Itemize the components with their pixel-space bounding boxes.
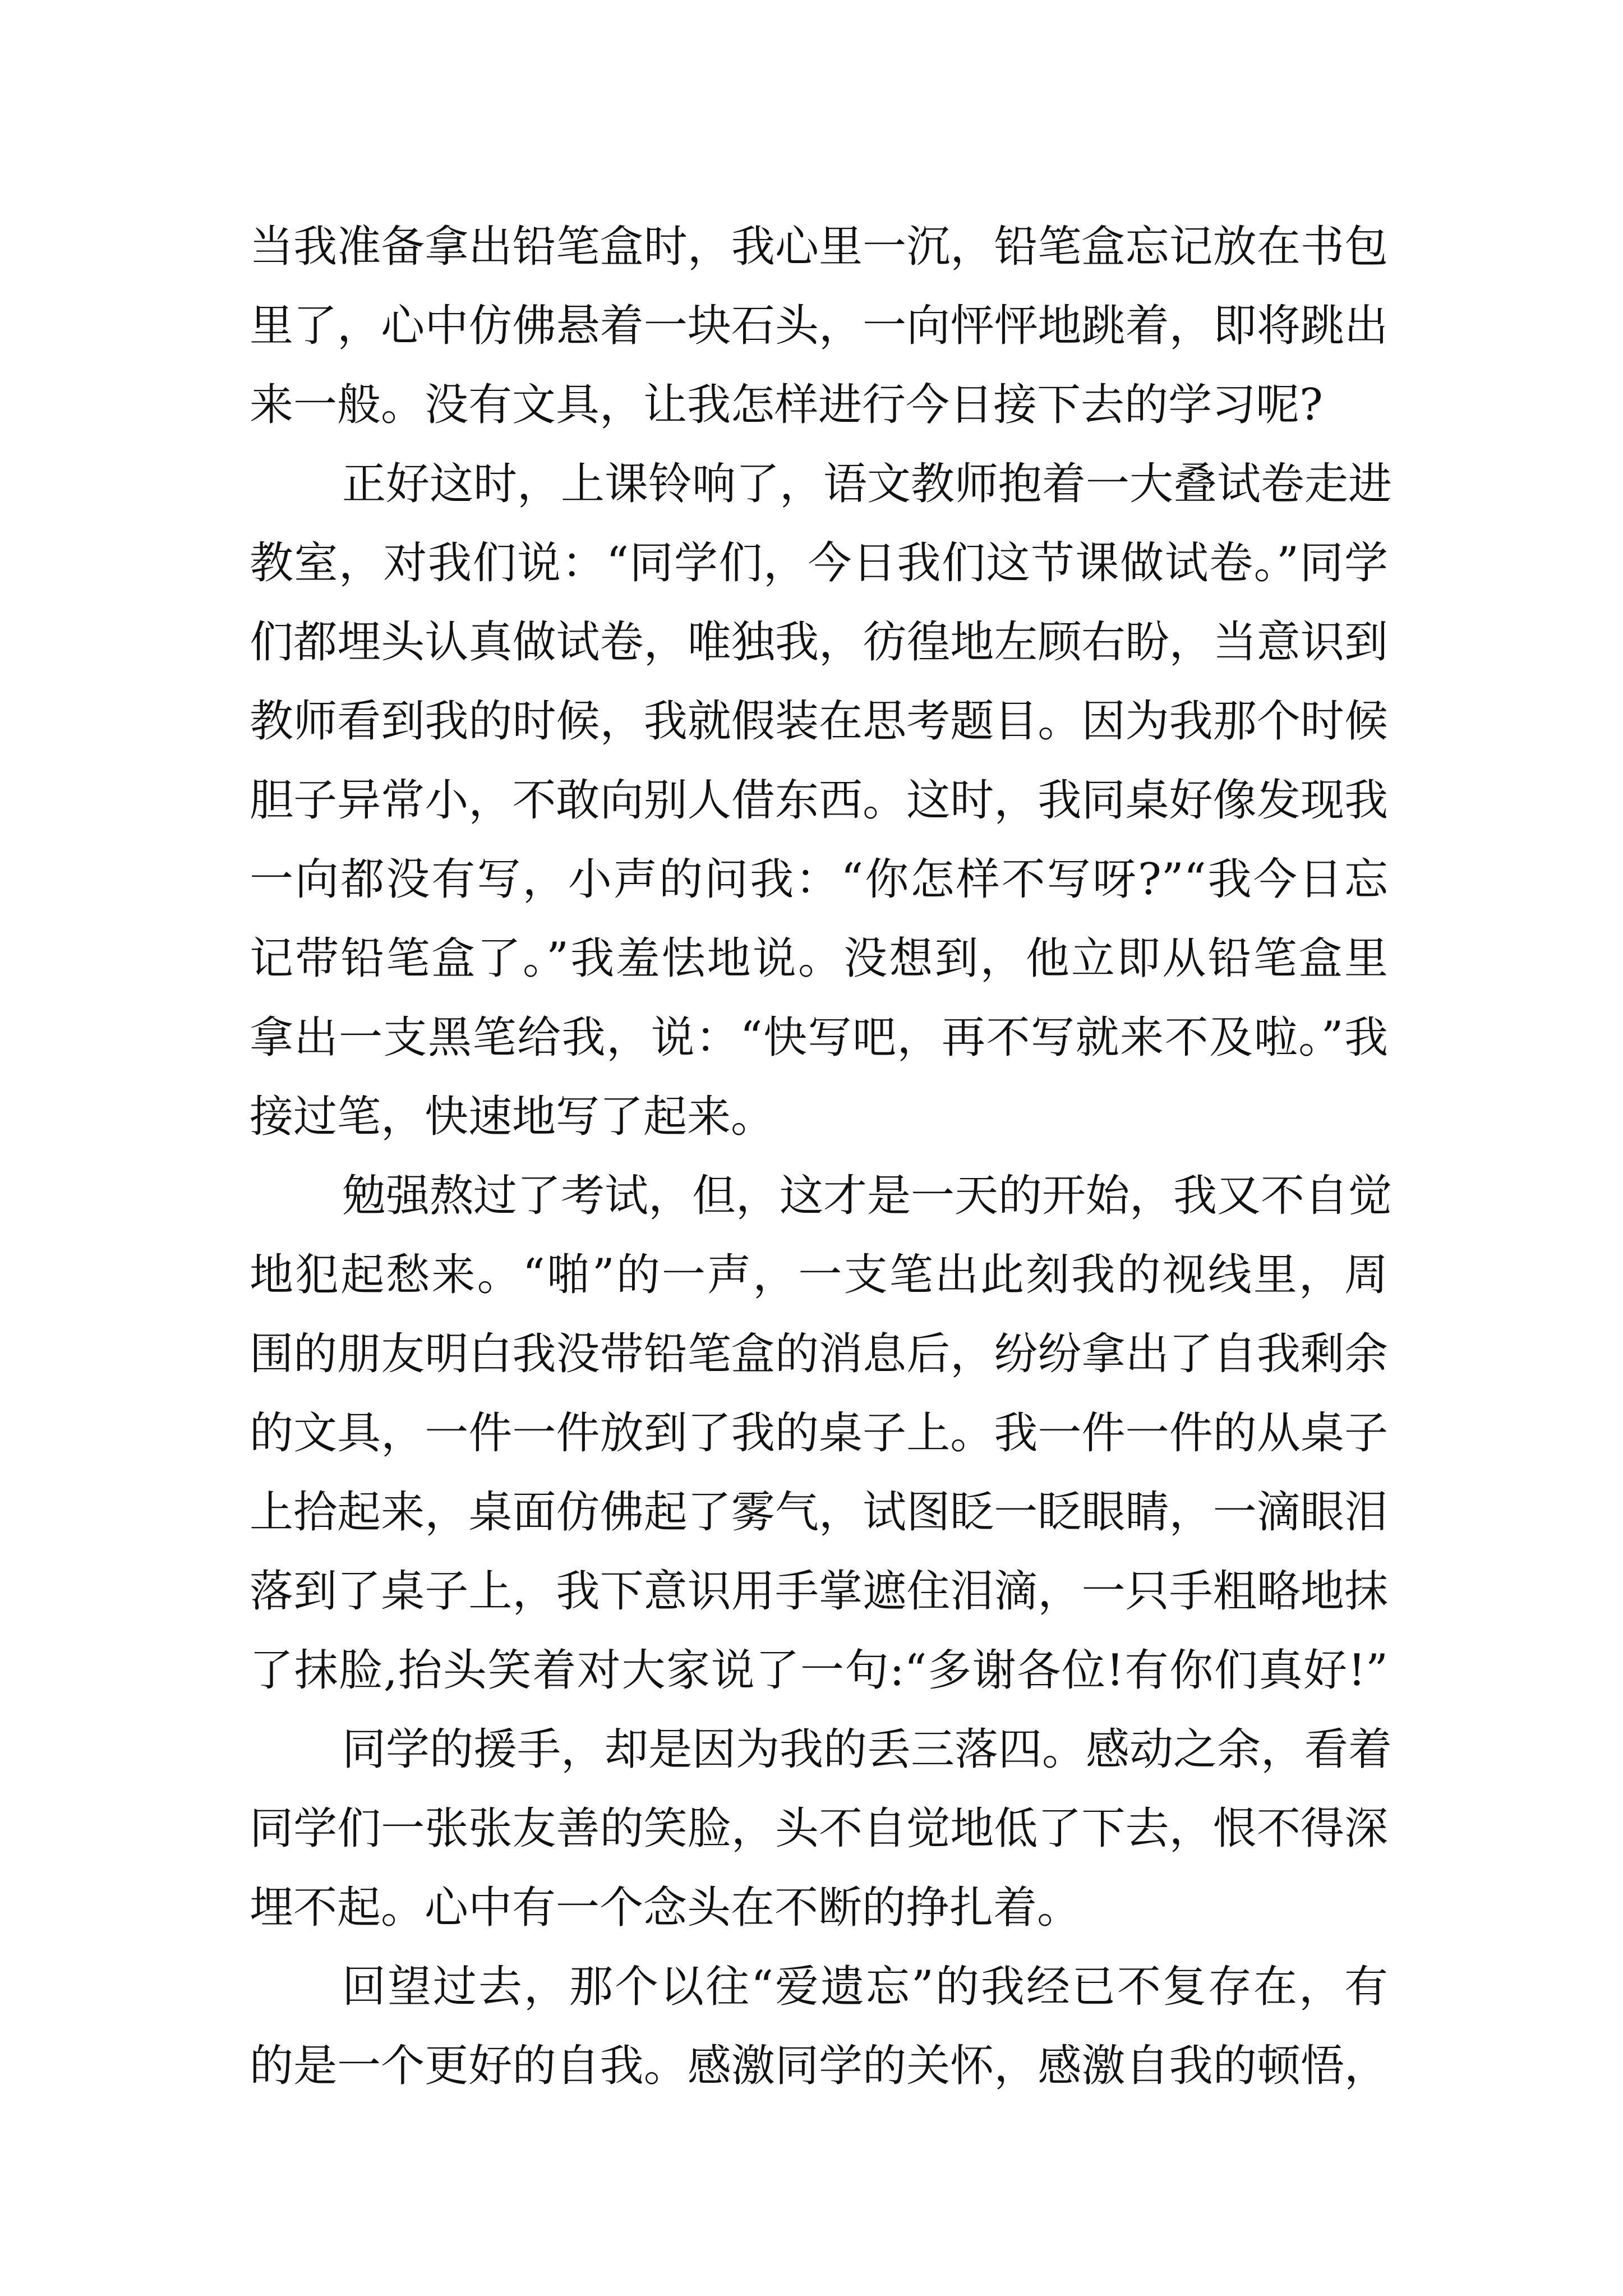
- paragraph-first-line: 同学的援手，却是因为我的丢三落四。感动之余，看着: [342, 1724, 1393, 1775]
- text-line: 的文具，一件一件放到了我的桌子上。我一件一件的从桌子: [250, 1408, 1388, 1458]
- paragraph-first-line: 正好这时，上课铃响了，语文教师抱着一大叠试卷走进: [342, 459, 1393, 509]
- text-line: 记带铅笔盒了。”我羞怯地说。没想到，他立即从铅笔盒里: [250, 933, 1388, 984]
- text-line: 埋不起。心中有一个念头在不断的挣扎着。: [250, 1883, 1081, 1933]
- text-line: 教室，对我们说：“同学们，今日我们这节课做试卷。”同学: [250, 538, 1388, 588]
- text-line: 里了，心中仿佛悬着一块石头，一向怦怦地跳着，即将跳出: [250, 301, 1388, 351]
- text-line: 同学们一张张友善的笑脸，头不自觉地低了下去，恨不得深: [250, 1803, 1388, 1854]
- text-line: 落到了桌子上，我下意识用手掌遮住泪滴，一只手粗略地抹: [250, 1566, 1388, 1617]
- paragraph-first-line: 勉强熬过了考试，但，这才是一天的开始，我又不自觉: [342, 1171, 1393, 1221]
- text-line: 当我准备拿出铅笔盒时，我心里一沉，铅笔盒忘记放在书包: [250, 222, 1388, 272]
- text-line: 一向都没有写，小声的问我：“你怎样不写呀?”“我今日忘: [250, 854, 1388, 905]
- text-line: 接过笔，快速地写了起来。: [250, 1092, 775, 1142]
- text-line: 来一般。没有文具，让我怎样进行今日接下去的学习呢?: [250, 380, 1323, 430]
- text-line: 上拾起来，桌面仿佛起了雾气，试图眨一眨眼睛，一滴眼泪: [250, 1487, 1388, 1538]
- paragraph-first-line: 回望过去，那个以往“爱遗忘”的我经已不复存在，有: [342, 1962, 1388, 2012]
- text-line: 教师看到我的时候，我就假装在思考题目。因为我那个时候: [250, 696, 1388, 747]
- text-line: 了抹脸,抬头笑着对大家说了一句:“多谢各位!有你们真好!”: [250, 1645, 1388, 1696]
- text-line: 拿出一支黑笔给我，说：“快写吧，再不写就来不及啦。”我: [250, 1013, 1388, 1063]
- text-line: 围的朋友明白我没带铅笔盒的消息后，纷纷拿出了自我剩余: [250, 1329, 1388, 1379]
- text-line: 胆子异常小，不敢向别人借东西。这时，我同桌好像发现我: [250, 775, 1388, 826]
- text-line: 地犯起愁来。“啪”的一声，一支笔出此刻我的视线里，周: [250, 1250, 1388, 1300]
- text-line: 们都埋头认真做试卷，唯独我，彷徨地左顾右盼，当意识到: [250, 617, 1388, 668]
- text-line: 的是一个更好的自我。感激同学的关怀，感激自我的顿悟，: [250, 2041, 1388, 2091]
